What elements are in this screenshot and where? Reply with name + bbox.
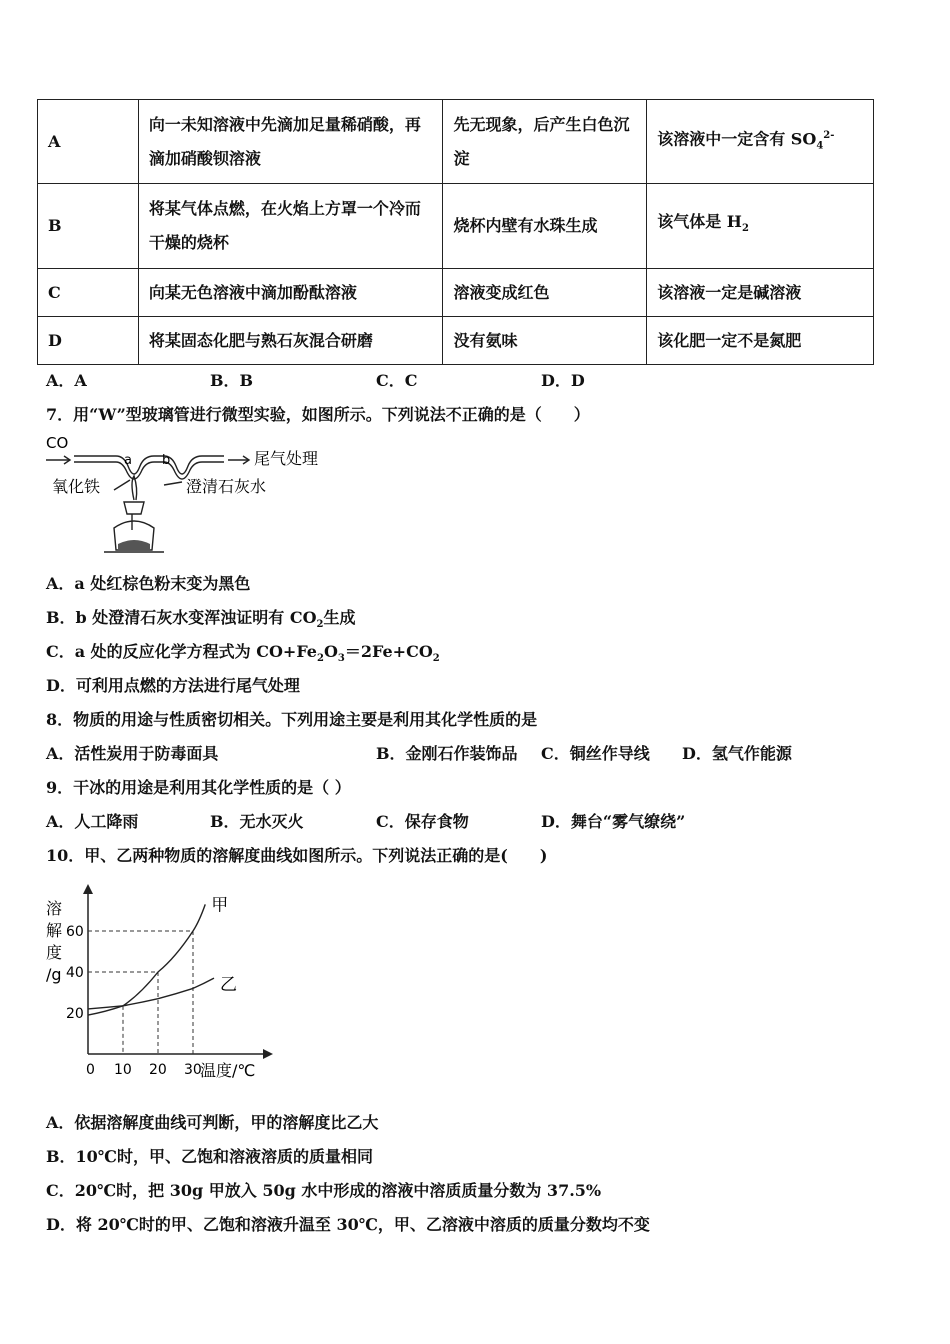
y-tick-label: 20 bbox=[66, 1006, 84, 1022]
q10-option-c[interactable]: C．20℃时，把 30g 甲放入 50g 水中形成的溶液中溶质质量分数为 37.5% bbox=[46, 1181, 602, 1200]
q10-option-a[interactable]: A．依据溶解度曲线可判断，甲的溶解度比乙大 bbox=[46, 1113, 379, 1132]
q6-option-b[interactable]: B．B bbox=[210, 371, 254, 390]
x-tick-label: 30 bbox=[184, 1062, 202, 1078]
q7-option-d[interactable]: D．可利用点燃的方法进行尾气处理 bbox=[46, 676, 300, 695]
q9-stem: 9．干冰的用途是利用其化学性质的是（ ） bbox=[46, 778, 351, 797]
table-row bbox=[38, 100, 874, 184]
q6-option-a[interactable]: A．A bbox=[46, 371, 87, 390]
series-line-yi bbox=[88, 978, 214, 1009]
operation-cell: 将某固态化肥与熟石灰混合研磨 bbox=[138, 317, 443, 365]
q8-option-c[interactable]: C．铜丝作导线 bbox=[541, 744, 650, 763]
operation-cell: 向一未知溶液中先滴加足量稀硝酸，再滴加硝酸钡溶液 bbox=[138, 100, 443, 184]
phenomenon-cell: 烧杯内壁有水珠生成 bbox=[443, 184, 647, 269]
operation-cell: 向某无色溶液中滴加酚酞溶液 bbox=[138, 269, 443, 317]
q7-b-text-end: 生成 bbox=[323, 608, 356, 627]
conclusion-subscript: 4 bbox=[816, 140, 824, 152]
w-tube-apparatus-figure bbox=[44, 430, 334, 560]
q9-option-c[interactable]: C．保存食物 bbox=[376, 812, 469, 831]
q9-option-b[interactable]: B．无水灭火 bbox=[210, 812, 304, 831]
row-label: A bbox=[38, 100, 139, 184]
q7-b-text: B．b 处澄清石灰水变浑浊证明有 CO bbox=[46, 608, 317, 627]
series-label-jia: 甲 bbox=[211, 895, 229, 916]
phenomenon-cell: 溶液变成红色 bbox=[443, 269, 647, 317]
y-axis-label-char: 溶 bbox=[46, 899, 63, 918]
q7-option-c[interactable] bbox=[46, 639, 440, 664]
q7-c-sub3: 2 bbox=[432, 653, 440, 665]
q6-option-d[interactable]: D．D bbox=[541, 371, 585, 390]
y-tick-label: 40 bbox=[66, 965, 84, 981]
point-b-label: b bbox=[162, 453, 171, 468]
table-row bbox=[38, 184, 874, 269]
conclusion-cell bbox=[647, 100, 874, 184]
conclusion-cell bbox=[647, 269, 874, 317]
q9-option-d[interactable]: D．舞台“雾气缭绕” bbox=[541, 812, 686, 831]
conclusion-superscript: 2- bbox=[823, 130, 835, 142]
q7-c-sub1: 2 bbox=[317, 653, 324, 665]
q7-option-a[interactable]: A．a 处红棕色粉末变为黑色 bbox=[46, 574, 251, 593]
series-line-jia bbox=[88, 904, 205, 1015]
q10-option-b[interactable]: B．10℃时，甲、乙饱和溶液溶质的质量相同 bbox=[46, 1147, 373, 1166]
y-axis-label-char: 解 bbox=[46, 921, 63, 940]
q8-option-d[interactable]: D．氢气作能源 bbox=[682, 744, 792, 763]
row-label: B bbox=[38, 184, 139, 269]
x-tick-label: 0 bbox=[86, 1062, 95, 1078]
series-label-yi: 乙 bbox=[220, 975, 237, 996]
q7-b-sub: 2 bbox=[316, 619, 324, 631]
conclusion-cell bbox=[647, 317, 874, 365]
y-axis-label-char: 度 bbox=[46, 943, 63, 962]
x-axis-arrow bbox=[263, 1049, 273, 1059]
experiment-table bbox=[37, 99, 874, 365]
co-label: CO bbox=[46, 434, 69, 452]
conclusion-text: 该化肥一定不是氮肥 bbox=[657, 330, 802, 350]
table-row bbox=[38, 269, 874, 317]
table-row bbox=[38, 317, 874, 365]
q7-c-sub2: 3 bbox=[337, 653, 345, 665]
phenomenon-cell: 没有氨味 bbox=[443, 317, 647, 365]
row-label: C bbox=[38, 269, 139, 317]
q7-c-mid2: ＝2Fe+CO bbox=[344, 642, 433, 661]
q7-c-mid1: O bbox=[323, 642, 338, 661]
conclusion-text: 该溶液一定是碱溶液 bbox=[657, 282, 802, 302]
x-tick-label: 20 bbox=[149, 1062, 167, 1078]
row-label: D bbox=[38, 317, 139, 365]
phenomenon-cell: 先无现象，后产生白色沉淀 bbox=[443, 100, 647, 184]
q6-option-c[interactable]: C．C bbox=[376, 371, 418, 390]
x-tick-label: 10 bbox=[114, 1062, 132, 1078]
x-axis-label: 温度/℃ bbox=[200, 1061, 256, 1080]
q7-option-b[interactable] bbox=[46, 605, 356, 630]
q8-option-a[interactable]: A．活性炭用于防毒面具 bbox=[46, 744, 219, 763]
solubility-chart bbox=[40, 878, 280, 1083]
conclusion-subscript: 2 bbox=[741, 223, 749, 235]
iron-oxide-label: 氧化铁 bbox=[52, 477, 101, 496]
q7-stem: 7．用“W”型玻璃管进行微型实验，如图所示。下列说法不正确的是（ ） bbox=[46, 405, 590, 424]
y-tick-label: 60 bbox=[66, 924, 84, 940]
q7-c-text: C．a 处的反应化学方程式为 CO+Fe bbox=[46, 642, 317, 661]
q9-option-a[interactable]: A．人工降雨 bbox=[46, 812, 139, 831]
exhaust-label: 尾气处理 bbox=[254, 449, 319, 468]
conclusion-cell bbox=[647, 184, 874, 269]
q8-stem: 8．物质的用途与性质密切相关。下列用途主要是利用其化学性质的是 bbox=[46, 710, 538, 729]
y-axis-label-char: /g bbox=[46, 965, 62, 984]
operation-cell: 将某气体点燃，在火焰上方罩一个冷而干燥的烧杯 bbox=[138, 184, 443, 269]
q10-stem: 10．甲、乙两种物质的溶解度曲线如图所示。下列说法正确的是( ) bbox=[46, 846, 548, 865]
q8-option-b[interactable]: B．金刚石作装饰品 bbox=[376, 744, 518, 763]
conclusion-text: 该气体是 H bbox=[657, 212, 742, 232]
conclusion-text: 该溶液中一定含有 SO bbox=[657, 129, 817, 149]
y-axis-arrow bbox=[83, 884, 93, 894]
limewater-label: 澄清石灰水 bbox=[186, 477, 267, 496]
q10-option-d[interactable]: D．将 20℃时的甲、乙饱和溶液升温至 30℃，甲、乙溶液中溶质的质量分数均不变 bbox=[46, 1215, 650, 1234]
point-a-label: a bbox=[124, 453, 132, 468]
